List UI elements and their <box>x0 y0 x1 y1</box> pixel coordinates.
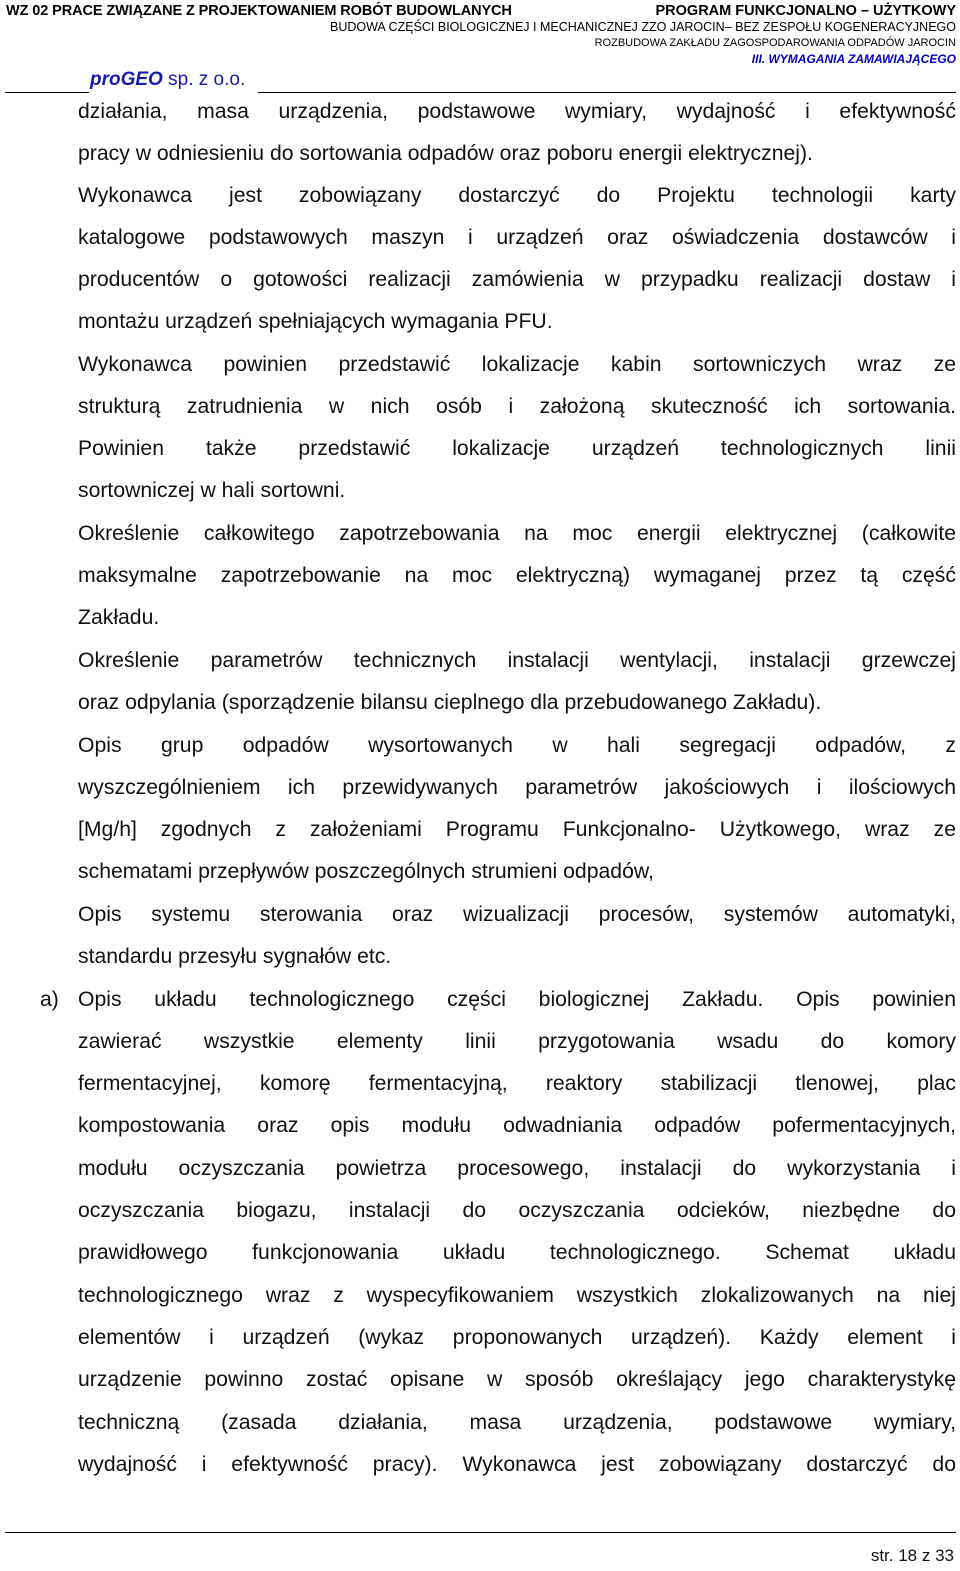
text-line: wyszczególnieniem ich przewidywanych parametrów jakościowych i ilościowych <box>78 776 956 799</box>
page-header <box>0 0 960 100</box>
text-line: modułu oczyszczania powietrza procesowego, instalacji do wykorzystania i <box>78 1157 956 1180</box>
text-line: oczyszczania biogazu, instalacji do oczyszczania odcieków, niezbędne do <box>78 1199 956 1222</box>
text-line: Opis układu technologicznego części biologicznej Zakładu. Opis powinien <box>78 988 956 1011</box>
text-line: schematami przepływów poszczególnych strumieni odpadów, <box>78 860 654 883</box>
text-line: techniczną (zasada działania, masa urządzenia, podstawowe wymiary, <box>78 1411 956 1434</box>
text-line: producentów o gotowości realizacji zamówienia w przypadku realizacji dostaw i <box>78 268 956 291</box>
text-line: zawierać wszystkie elementy linii przygotowania wsadu do komory <box>78 1030 956 1053</box>
footer-rule <box>5 1532 956 1533</box>
header-program-title: PROGRAM FUNKCJONALNO – UŻYTKOWY <box>655 3 956 19</box>
text-line: [Mg/h] zgodnych z założeniami Programu Funkcjonalno- Użytkowego, wraz ze <box>78 818 956 841</box>
text-line: Wykonawca powinien przedstawić lokalizacje kabin sortowniczych wraz ze <box>78 353 956 376</box>
company-logo <box>90 69 245 91</box>
text-line: elementów i urządzeń (wykaz proponowanych urządzeń). Każdy element i <box>78 1326 956 1349</box>
header-section-title: III. WYMAGANIA ZAMAWIAJĄCEGO <box>751 52 956 66</box>
text-line: Zakładu. <box>78 606 160 629</box>
text-line: sortowniczej w hali sortowni. <box>78 479 346 502</box>
header-left-title: WZ 02 PRACE ZWIĄZANE Z PROJEKTOWANIEM ROBÓT BUDOWLANYCH <box>6 3 512 19</box>
header-right-block <box>330 3 956 67</box>
text-line: maksymalne zapotrzebowanie na moc elektryczną) wymaganej przez tą część <box>78 564 956 587</box>
text-line: Wykonawca jest zobowiązany dostarczyć do Projektu technologii karty <box>78 184 956 207</box>
text-line: oraz odpylania (sporządzenie bilansu cieplnego dla przebudowanego Zakładu). <box>78 691 822 714</box>
text-line: fermentacyjnej, komorę fermentacyjną, reaktory stabilizacji tlenowej, plac <box>78 1072 956 1095</box>
text-line: działania, masa urządzenia, podstawowe wymiary, wydajność i efektywność <box>78 100 956 123</box>
company-name-suffix: sp. z o.o. <box>162 69 246 90</box>
page-number: str. 18 z 33 <box>870 1546 954 1565</box>
text-line: Powinien także przedstawić lokalizacje urządzeń technologicznych linii <box>78 437 956 460</box>
text-line: katalogowe podstawowych maszyn i urządzeń oraz oświadczenia dostawców i <box>78 226 956 249</box>
text-line: strukturą zatrudnienia w nich osób i założoną skuteczność ich sortowania. <box>78 395 956 418</box>
text-line: prawidłowego funkcjonowania układu technologicznego. Schemat układu <box>78 1241 956 1264</box>
header-project-subtitle: ROZBUDOWA ZAKŁADU ZAGOSPODAROWANIA ODPADÓW JAROCIN <box>594 37 956 49</box>
header-project-title: BUDOWA CZĘŚCI BIOLOGICZNEJ I MECHANICZNEJ ZZO JAROCIN– BEZ ZESPOŁU KOGENERACYJNEGO <box>329 20 956 34</box>
text-line: kompostowania oraz opis modułu odwadniania odpadów pofermentacyjnych, <box>78 1114 956 1137</box>
text-line: Określenie całkowitego zapotrzebowania na moc energii elektrycznej (całkowite <box>78 522 956 545</box>
header-rule-left <box>5 92 89 93</box>
header-rule-right <box>258 92 956 93</box>
text-line: pracy w odniesieniu do sortowania odpadów oraz poboru energii elektrycznej). <box>78 142 813 165</box>
text-line: standardu przesyłu sygnałów etc. <box>78 945 392 968</box>
company-name-bold: proGEO <box>90 69 163 90</box>
text-line: Określenie parametrów technicznych instalacji wentylacji, instalacji grzewczej <box>78 649 956 672</box>
text-line: wydajność i efektywność pracy). Wykonawca jest zobowiązany dostarczyć do <box>78 1453 956 1476</box>
text-line: urządzenie powinno zostać opisane w sposób określający jego charakterystykę <box>78 1368 956 1391</box>
list-marker: a) <box>40 988 59 1011</box>
text-line: Opis systemu sterowania oraz wizualizacji procesów, systemów automatyki, <box>78 903 956 926</box>
text-line: montażu urządzeń spełniających wymagania PFU. <box>78 310 553 333</box>
text-line: technologicznego wraz z wyspecyfikowaniem wszystkich zlokalizowanych na niej <box>78 1284 956 1307</box>
text-line: Opis grup odpadów wysortowanych w hali segregacji odpadów, z <box>78 734 956 757</box>
